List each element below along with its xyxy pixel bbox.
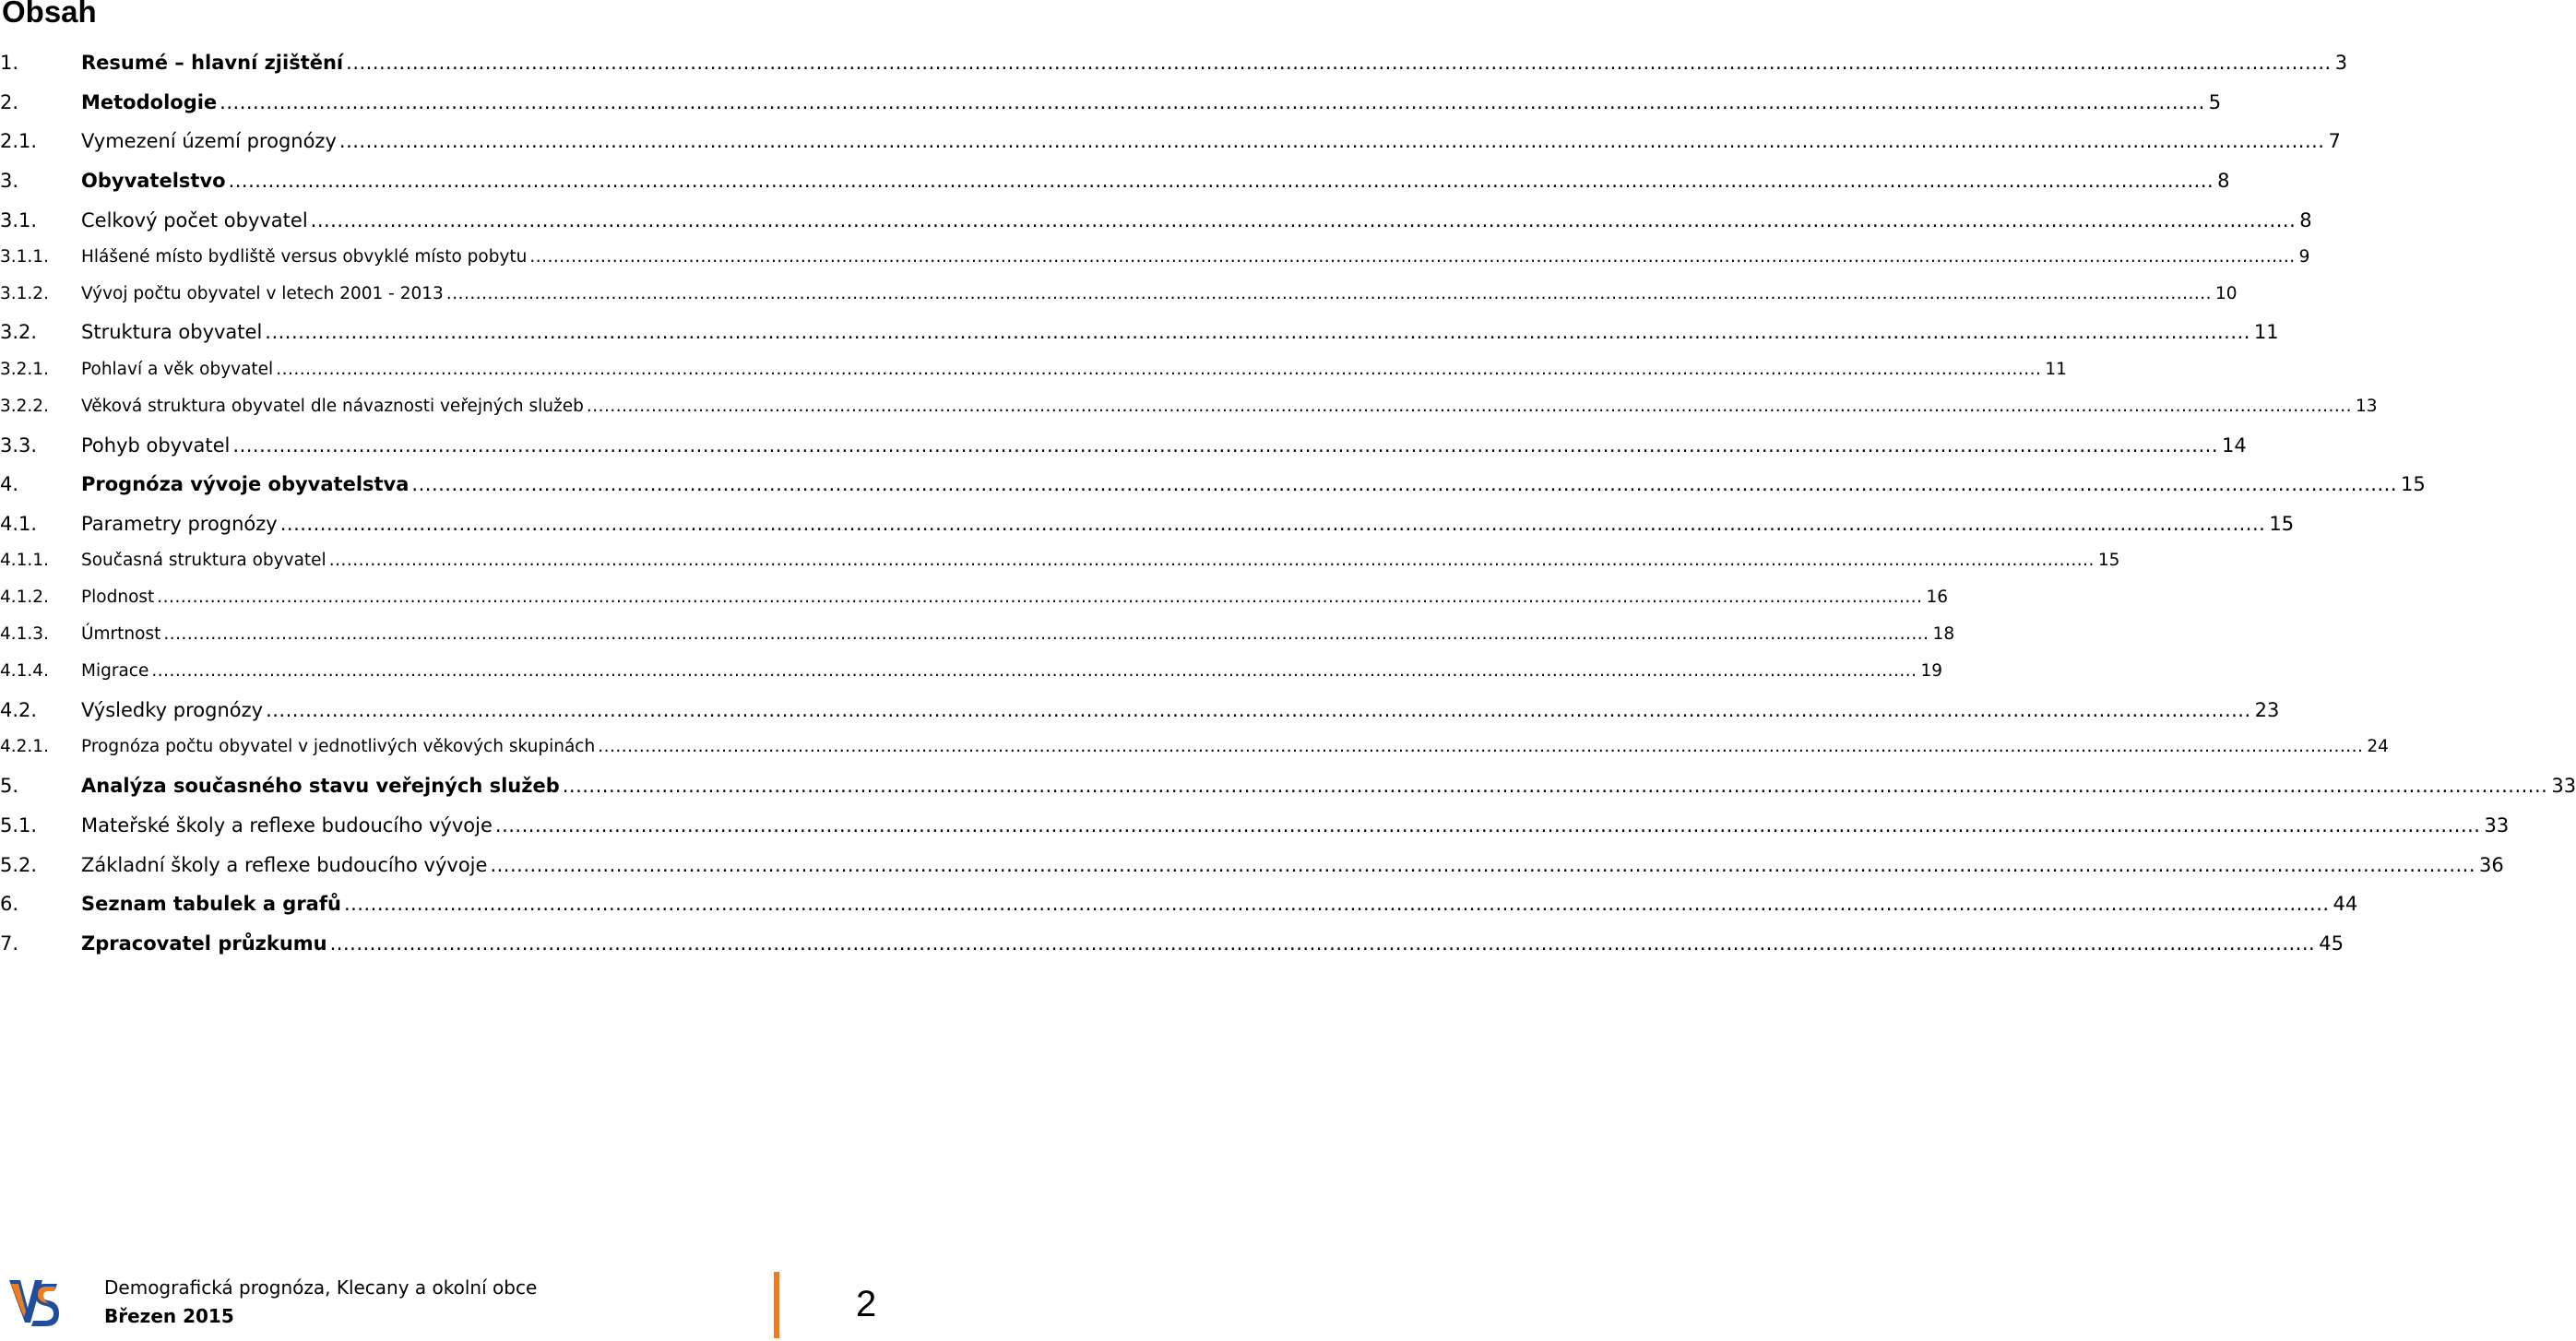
toc-dot-leader: ............................................................................................................................................................................................................................................................................................................ <box>529 247 2296 267</box>
toc-entry-number: 4.1.3. <box>0 624 49 644</box>
toc-entry-number: 4.2. <box>0 699 38 721</box>
toc-entry-page: 5 <box>2208 91 2222 113</box>
toc-entry-label: Základní školy a reflexe budoucího vývoje <box>81 854 488 876</box>
toc-entry-number: 4. <box>0 473 19 495</box>
toc-entry-number: 6. <box>0 893 19 915</box>
toc-entry-page: 33 <box>2484 814 2510 837</box>
toc-dot-leader: ............................................................................................................................................................................................................................................................................................................ <box>232 434 2218 457</box>
toc-entry-label: Parametry prognózy <box>81 513 278 535</box>
toc-dot-leader: ............................................................................................................................................................................................................................................................................................................ <box>151 661 1917 681</box>
toc-entry-page: 23 <box>2254 699 2280 721</box>
toc-entry-number: 3.2.1. <box>0 360 49 379</box>
toc-dot-leader: ............................................................................................................................................................................................................................................................................................................ <box>411 473 2398 495</box>
toc-entry-page: 18 <box>1932 624 1955 644</box>
toc-entry-label: Úmrtnost <box>81 624 161 644</box>
toc-dot-leader: ............................................................................................................................................................................................................................................................................................................ <box>346 52 2332 74</box>
toc-entry-label: Mateřské školy a reflexe budoucího vývoje <box>81 814 493 837</box>
toc-dot-leader: ............................................................................................................................................................................................................................................................................................................ <box>562 775 2548 797</box>
toc-entry-page: 36 <box>2479 854 2504 876</box>
document-title: Demografická prognóza, Klecany a okolní obce <box>104 1276 538 1299</box>
toc-entry-number: 1. <box>0 52 19 74</box>
toc-dot-leader: ............................................................................................................................................................................................................................................................................................................ <box>265 321 2250 343</box>
toc-dot-leader: ............................................................................................................................................................................................................................................................................................................ <box>276 360 2042 379</box>
toc-dot-leader: ............................................................................................................................................................................................................................................................................................................ <box>598 737 2364 756</box>
toc-entry-label: Hlášené místo bydliště versus obvyklé místo pobytu <box>81 247 528 267</box>
page-title: Obsah <box>2 0 97 29</box>
toc-entry-label: Celkový počet obyvatel <box>81 209 308 231</box>
toc-entry-number: 2. <box>0 91 19 113</box>
toc-dot-leader: ............................................................................................................................................................................................................................................................................................................ <box>338 130 2325 152</box>
toc-entry-number: 5. <box>0 775 19 797</box>
toc-entry-label: Pohlaví a věk obyvatel <box>81 360 274 379</box>
toc-entry-label: Výsledky prognózy <box>81 699 264 721</box>
toc-dot-leader: ............................................................................................................................................................................................................................................................................................................ <box>328 551 2095 570</box>
toc-entry-number: 3. <box>0 170 19 192</box>
toc-dot-leader: ............................................................................................................................................................................................................................................................................................................ <box>157 587 1923 607</box>
toc-entry-number: 4.1.2. <box>0 587 49 607</box>
toc-entry-label: Resumé – hlavní zjištění <box>81 52 344 74</box>
toc-entry-number: 3.2.2. <box>0 397 49 416</box>
toc-entry-page: 7 <box>2328 130 2341 152</box>
toc-entry-page: 16 <box>1926 587 1949 607</box>
toc-entry-number: 4.1. <box>0 513 38 535</box>
toc-entry-label: Prognóza počtu obyvatel v jednotlivých věkových skupinách <box>81 737 596 756</box>
toc-entry-page: 3 <box>2334 52 2348 74</box>
toc-dot-leader: ............................................................................................................................................................................................................................................................................................................ <box>586 397 2353 416</box>
document-date: Březen 2015 <box>104 1305 234 1327</box>
toc-entry-label: Obyvatelstvo <box>81 170 226 192</box>
toc-dot-leader: ............................................................................................................................................................................................................................................................................................................ <box>343 893 2330 915</box>
toc-entry-page: 19 <box>1920 661 1943 681</box>
toc-entry-page: 44 <box>2333 893 2358 915</box>
toc-entry-page: 8 <box>2299 209 2312 231</box>
toc-entry-label: Prognóza vývoje obyvatelstva <box>81 473 410 495</box>
toc-entry-label: Migrace <box>81 661 149 681</box>
toc-entry-page: 10 <box>2215 284 2238 303</box>
toc-dot-leader: ............................................................................................................................................................................................................................................................................................................ <box>445 284 2212 303</box>
toc-entry-label: Analýza současného stavu veřejných služeb <box>81 775 560 797</box>
toc-entry-page: 15 <box>2401 473 2426 495</box>
toc-entry-page: 11 <box>2045 360 2067 379</box>
toc-entry-number: 7. <box>0 932 19 955</box>
toc-entry-page: 8 <box>2217 170 2230 192</box>
toc-entry-number: 3.2. <box>0 321 38 343</box>
toc-entry-label: Plodnost <box>81 587 155 607</box>
toc-dot-leader: ............................................................................................................................................................................................................................................................................................................ <box>228 170 2214 192</box>
toc-dot-leader: ............................................................................................................................................................................................................................................................................................................ <box>163 624 1929 644</box>
page-number: 2 <box>856 1284 877 1324</box>
toc-dot-leader: ............................................................................................................................................................................................................................................................................................................ <box>494 814 2481 837</box>
toc-entry-label: Pohyb obyvatel <box>81 434 231 457</box>
toc-entry-page: 13 <box>2356 397 2378 416</box>
toc-entry-page: 33 <box>2551 775 2576 797</box>
toc-entry-page: 15 <box>2269 513 2295 535</box>
toc-entry-number: 2.1. <box>0 130 38 152</box>
toc-entry-page: 11 <box>2253 321 2279 343</box>
toc-entry-label: Seznam tabulek a grafů <box>81 893 341 915</box>
toc-dot-leader: ............................................................................................................................................................................................................................................................................................................ <box>220 91 2205 113</box>
toc-entry-number: 4.1.1. <box>0 551 49 570</box>
vs-logo-icon <box>7 1276 61 1330</box>
toc-entry-number: 3.1. <box>0 209 38 231</box>
footer-divider <box>774 1272 779 1338</box>
toc-entry-label: Struktura obyvatel <box>81 321 263 343</box>
toc-entry-label: Vymezení území prognózy <box>81 130 337 152</box>
toc-dot-leader: ............................................................................................................................................................................................................................................................................................................ <box>279 513 2266 535</box>
toc-entry-page: 15 <box>2097 551 2120 570</box>
toc-entry-number: 5.2. <box>0 854 38 876</box>
toc-entry-number: 3.1.1. <box>0 247 49 267</box>
toc-entry-label: Současná struktura obyvatel <box>81 551 326 570</box>
toc-entry-label: Vývoj počtu obyvatel v letech 2001 - 2013 <box>81 284 444 303</box>
toc-entry-page: 9 <box>2298 247 2310 267</box>
toc-entry-number: 4.1.4. <box>0 661 49 681</box>
toc-dot-leader: ............................................................................................................................................................................................................................................................................................................ <box>329 932 2316 955</box>
toc-entry-label: Metodologie <box>81 91 218 113</box>
toc-entry-page: 24 <box>2367 737 2389 756</box>
toc-dot-leader: ............................................................................................................................................................................................................................................................................................................ <box>310 209 2297 231</box>
toc-entry-page: 45 <box>2319 932 2344 955</box>
toc-dot-leader: ............................................................................................................................................................................................................................................................................................................ <box>490 854 2476 876</box>
toc-dot-leader: ............................................................................................................................................................................................................................................................................................................ <box>266 699 2251 721</box>
toc-entry-number: 3.1.2. <box>0 284 49 303</box>
toc-entry-number: 4.2.1. <box>0 737 49 756</box>
toc-entry-number: 5.1. <box>0 814 38 837</box>
toc-entry-label: Věková struktura obyvatel dle návaznosti veřejných služeb <box>81 397 584 416</box>
toc-entry-page: 14 <box>2222 434 2247 457</box>
toc-entry-label: Zpracovatel průzkumu <box>81 932 327 955</box>
toc-entry-number: 3.3. <box>0 434 38 457</box>
